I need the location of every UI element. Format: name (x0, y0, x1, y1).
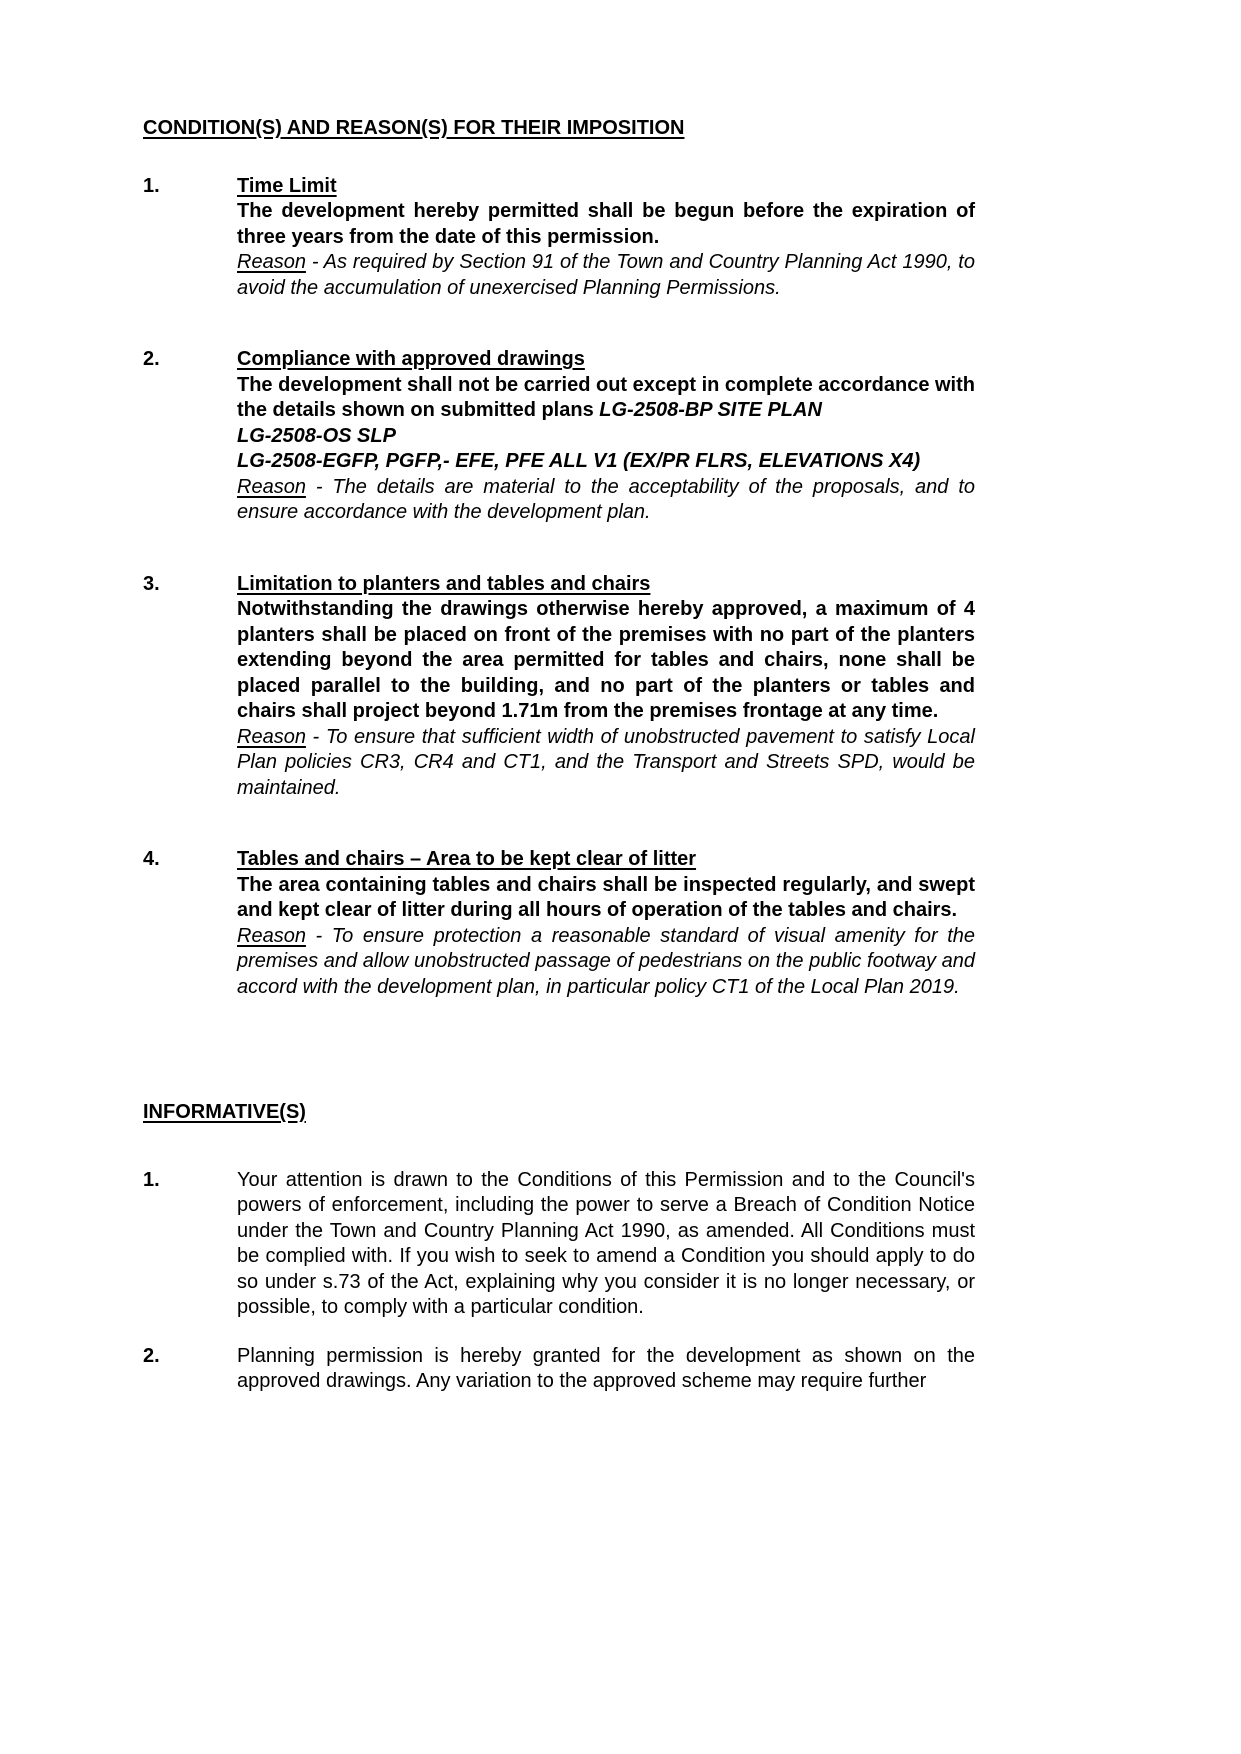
informative-2 (143, 1344, 975, 1395)
informative-1 (143, 1168, 975, 1321)
condition-1-heading: Time Limit (237, 174, 337, 197)
reason-label: Reason (237, 475, 306, 498)
condition-1-body: The development hereby permitted shall be begun before the expiration of three years from the date of this permission. (237, 200, 975, 248)
plan-reference-2: LG-2508-OS SLP (237, 424, 396, 447)
informative-2-text: Planning permission is hereby granted for the development as shown on the approved drawings. Any variation to the approved scheme may require further (237, 1344, 975, 1392)
informatives-title: INFORMATIVE(S) (143, 1101, 306, 1123)
informative-1-text: Your attention is drawn to the Conditions of this Permission and to the Council's powers of enforcement, including the power to serve a Breach of Condition Notice under the Town and Country Planning Act 1990, as amended. All Conditions must be complied with. If you wish to seek to amend a Condition you should apply to do so under s.73 of the Act, explaining why you consider it is no longer necessary, or possible, to comply with a particular condition. (237, 1168, 975, 1318)
condition-1-reason (237, 250, 975, 301)
condition-1 (143, 174, 975, 302)
reason-label: Reason (237, 251, 306, 273)
condition-4-heading: Tables and chairs – Area to be kept clear of litter (237, 848, 697, 870)
reason-label: Reason (237, 924, 306, 947)
reason-text: - As required by Section 91 of the Town and Country Planning Act 1990, to avoid the accumulation of unexercised Planning Permissions. (237, 251, 975, 299)
condition-4-reason (237, 924, 975, 1001)
condition-4 (143, 847, 975, 1000)
condition-2-body-text: The development shall not be carried out except in complete accordance with the details shown on submitted plans (237, 373, 975, 421)
reason-label: Reason (237, 725, 306, 748)
condition-3-number: 3. (143, 572, 160, 595)
condition-3-heading: Limitation to planters and tables and chairs (237, 572, 651, 595)
condition-4-body: The area containing tables and chairs shall be inspected regularly, and swept and kept clear of litter during all hours of operation of the tables and chairs. (237, 873, 975, 921)
condition-2-heading: Compliance with approved drawings (237, 348, 585, 370)
condition-1-number: 1. (143, 174, 160, 197)
plan-reference-1: LG-2508-BP SITE PLAN (599, 399, 822, 421)
condition-2 (143, 347, 975, 526)
condition-3-body: Notwithstanding the drawings otherwise hereby approved, a maximum of 4 planters shall be placed on front of the premises with no part of the planters extending beyond the area permitted for tables and chairs, none shall be placed parallel to the building, and no part of the planters or tables and chairs shall project beyond 1.71m from the premises frontage at any time. (237, 598, 975, 722)
reason-text: - To ensure protection a reasonable standard of visual amenity for the premises and allow unobstructed passage of pedestrians on the public footway and accord with the development plan, in particular policy CT1 of the Local Plan 2019. (237, 924, 975, 998)
plan-reference-3: LG-2508-EGFP, PGFP,- EFE, PFE ALL V1 (EX/PR FLRS, ELEVATIONS X4) (237, 450, 921, 472)
document-title: CONDITION(S) AND REASON(S) FOR THEIR IMPOSITION (143, 117, 685, 139)
condition-3-reason (237, 725, 975, 802)
informative-1-number: 1. (143, 1168, 160, 1191)
reason-text: - To ensure that sufficient width of unobstructed pavement to satisfy Local Plan policies CR3, CR4 and CT1, and the Transport and Streets SPD, would be maintained. (237, 725, 975, 799)
reason-text: - The details are material to the acceptability of the proposals, and to ensure accordance with the development plan. (237, 475, 975, 523)
condition-4-number: 4. (143, 848, 160, 870)
condition-2-number: 2. (143, 348, 160, 370)
informative-2-number: 2. (143, 1344, 160, 1367)
condition-3 (143, 572, 975, 802)
condition-2-reason (237, 475, 975, 526)
condition-2-body (237, 373, 975, 424)
